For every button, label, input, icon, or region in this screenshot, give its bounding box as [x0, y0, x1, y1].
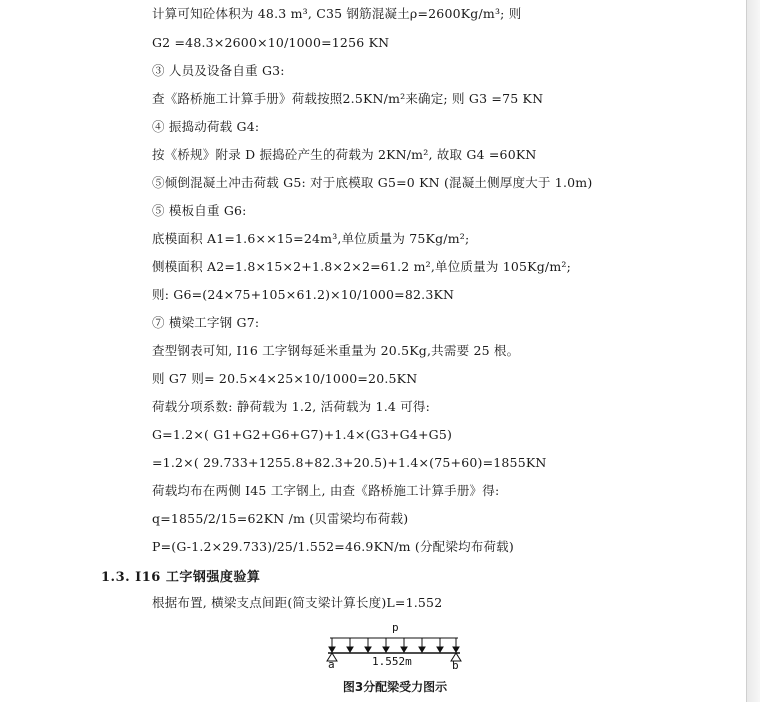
text-line: 荷载分项系数: 静荷载为 1.2, 活荷载为 1.4 可得: [152, 399, 431, 414]
text-line: 荷载均布在两侧 I45 工字钢上, 由查《路桥施工计算手册》得: [152, 483, 500, 498]
section-heading: 1.3. I16 工字钢强度验算 [101, 570, 261, 585]
page-shadow [747, 0, 760, 702]
text-line: P=(G-1.2×29.733)/25/1.552=46.9KN/m (分配梁均布荷载) [152, 539, 514, 554]
text-line: 按《桥规》附录 D 振捣砼产生的荷载为 2KN/m², 故取 G4 =60KN [152, 147, 537, 162]
load-label: p [392, 621, 399, 634]
support-left-label: a [328, 658, 335, 671]
text-line: q=1855/2/15=62KN /m (贝雷梁均布荷载) [152, 511, 409, 526]
text-line: ⑤ 模板自重 G6: [152, 203, 247, 218]
text-line: 计算可知砼体积为 48.3 m³, C35 钢筋混凝土ρ=2600Kg/m³; 则 [152, 6, 522, 21]
text-line: ④ 振捣动荷载 G4: [152, 119, 260, 134]
text-line: 根据布置, 横梁支点间距(简支梁计算长度)L=1.552 [152, 595, 443, 610]
page-edge [746, 0, 747, 702]
figure-caption [0, 678, 760, 695]
support-right-label: b [452, 659, 459, 672]
text-line: ⑤倾倒混凝土冲击荷载 G5: 对于底模取 G5=0 KN (混凝土侧厚度大于 1.0m) [152, 175, 593, 190]
text-line: 则: G6=(24×75+105×61.2)×10/1000=82.3KN [152, 287, 455, 302]
span-label: 1.552m [372, 655, 412, 668]
text-line: 侧模面积 A2=1.8×15×2+1.8×2×2=61.2 m²,单位质量为 105Kg/m²; [152, 259, 571, 274]
text-line: 则 G7 则= 20.5×4×25×10/1000=20.5KN [152, 371, 418, 386]
text-line: ⑦ 横梁工字钢 G7: [152, 315, 260, 330]
text-line: ③ 人员及设备自重 G3: [152, 63, 285, 78]
text-line: 查《路桥施工计算手册》荷载按照2.5KN/m²来确定; 则 G3 =75 KN [152, 91, 544, 106]
text-line: G=1.2×( G1+G2+G6+G7)+1.4×(G3+G4+G5) [152, 427, 453, 442]
text-line: 底模面积 A1=1.6××15=24m³,单位质量为 75Kg/m²; [152, 231, 470, 246]
text-line: G2 =48.3×2600×10/1000=1256 KN [152, 35, 390, 50]
beam-load-diagram [318, 617, 468, 673]
load-arrows [329, 638, 459, 652]
text-line: =1.2×( 29.733+1255.8+82.3+20.5)+1.4×(75+60)=1855KN [152, 455, 547, 470]
text-line: 查型钢表可知, I16 工字钢每延米重量为 20.5Kg,共需要 25 根。 [152, 343, 520, 358]
caption-text: 图3分配梁受力图示 [342, 680, 448, 694]
